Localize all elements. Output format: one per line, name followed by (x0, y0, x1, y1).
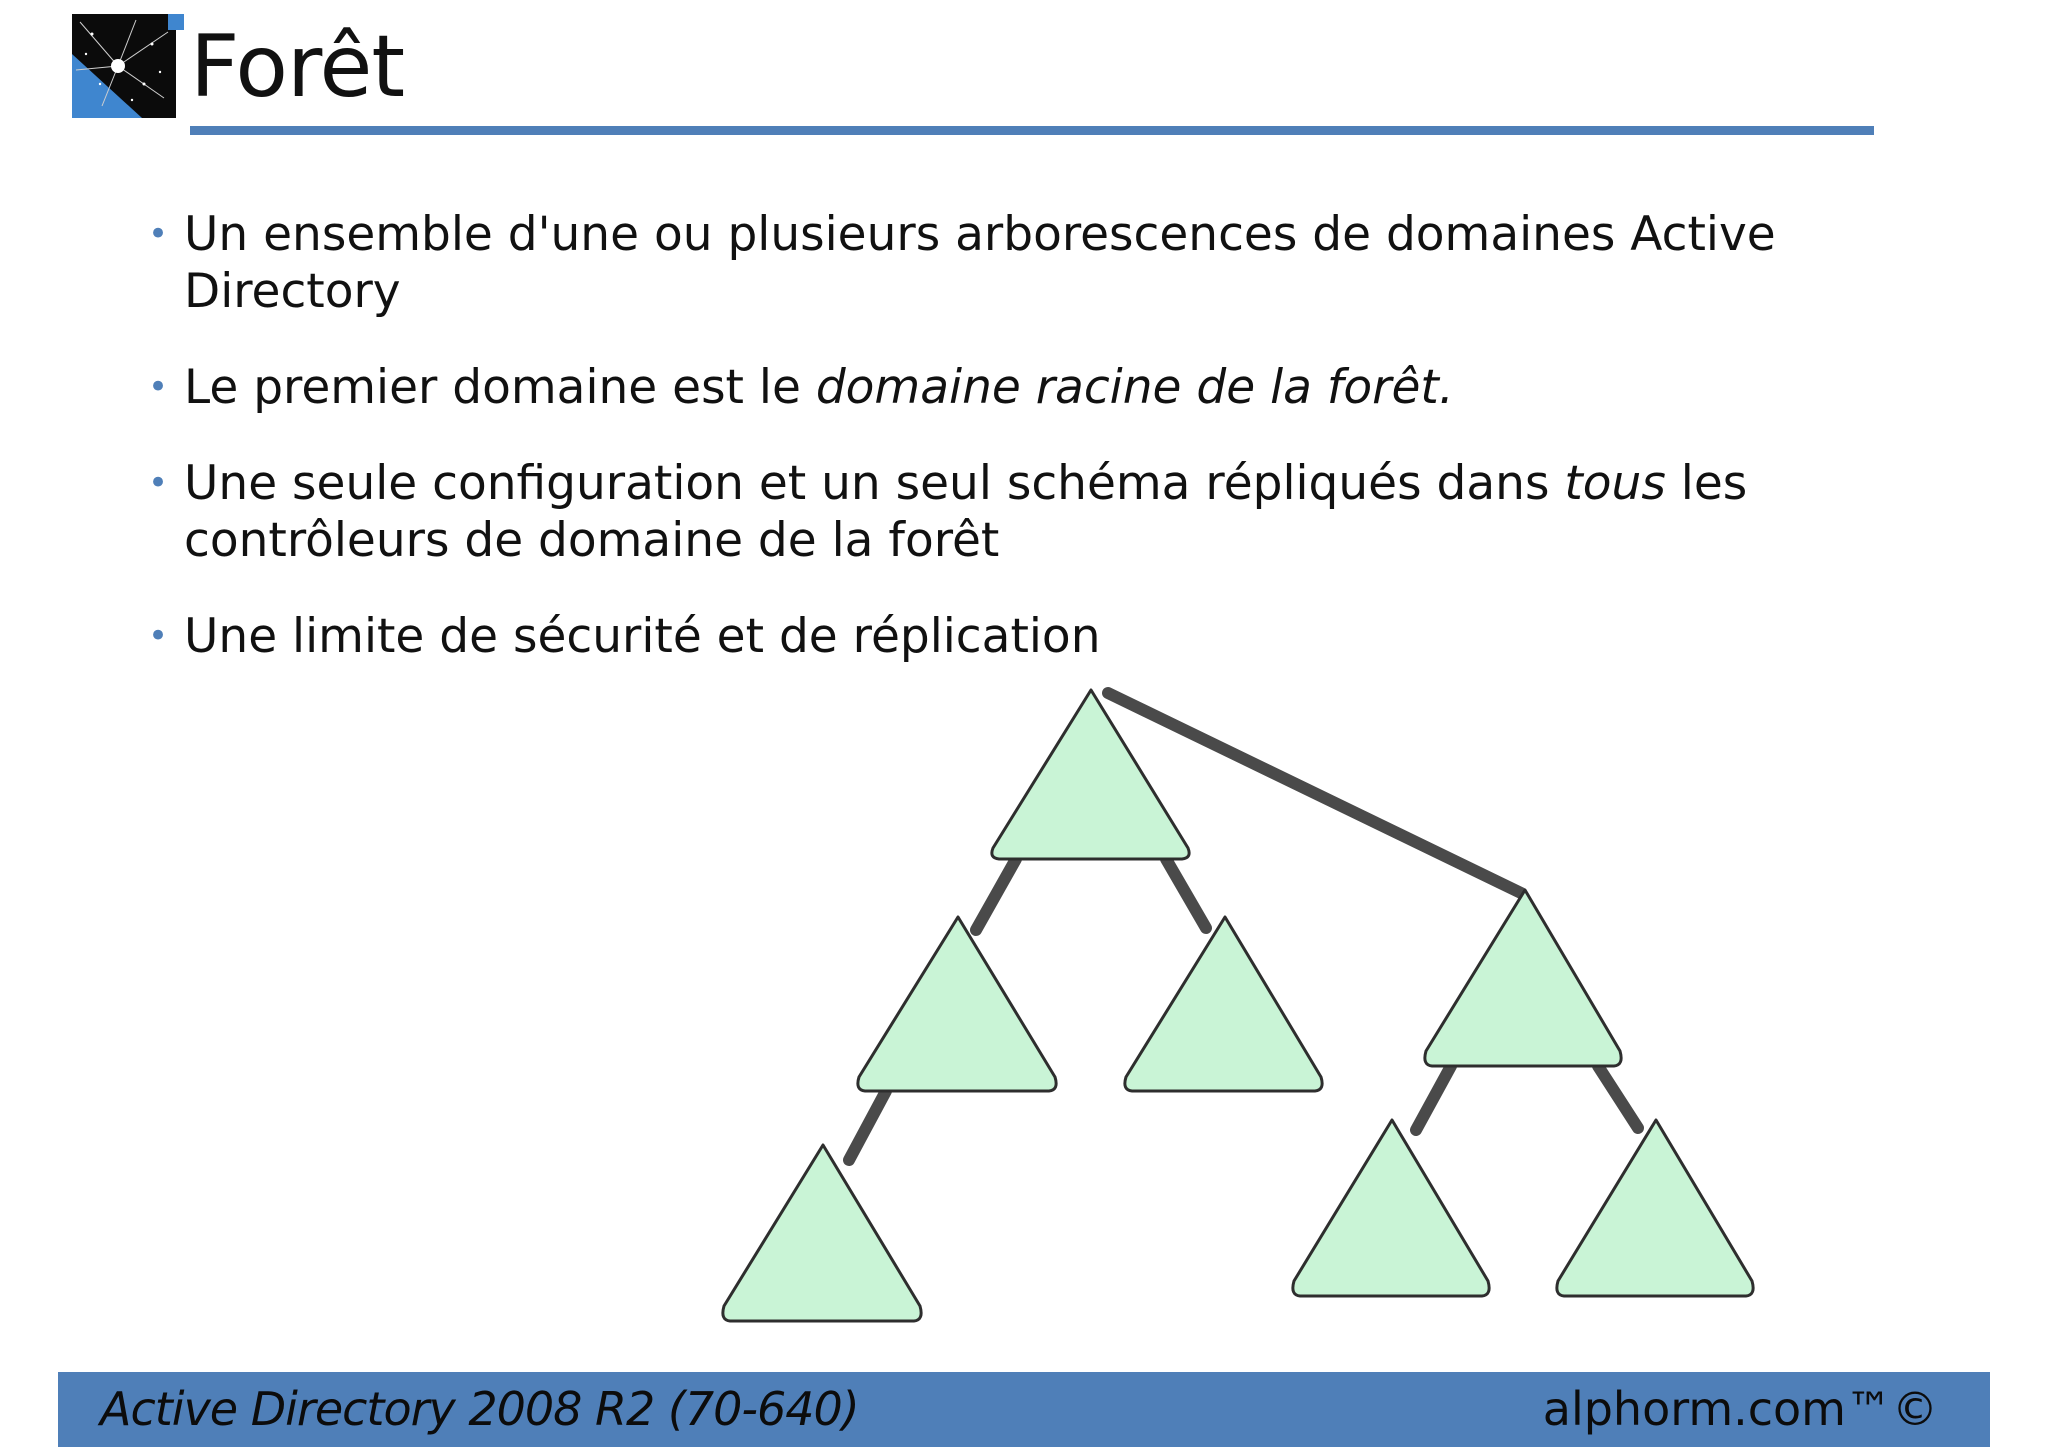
domain-node-tree2-child-right (1557, 1120, 1753, 1296)
bullet-marker: • (148, 367, 169, 407)
bullet-marker: • (148, 214, 169, 254)
domain-node-root-child-left (858, 917, 1056, 1091)
tree-edge (1598, 1066, 1638, 1128)
tree-edge (1416, 1066, 1451, 1130)
footer-brand: alphorm.com™© (1542, 1382, 1938, 1436)
bullet-marker: • (148, 463, 169, 503)
bullet-marker: • (148, 616, 169, 656)
footer-course-title: Active Directory 2008 R2 (70-640) (100, 1382, 859, 1436)
slide-title: Forêt (190, 17, 405, 117)
domain-node-tree2-root (1425, 890, 1621, 1066)
tree-nodes (723, 690, 1753, 1321)
bullet-text: les contrôleurs de domaine de la forêt (184, 456, 1748, 568)
bullet-text: Une limite de sécurité et de réplication (184, 609, 1101, 664)
bullet-text: Une seule configuration et un seul schéma répliqués dans (184, 456, 1565, 511)
tree-edge (976, 859, 1016, 930)
domain-node-root-grandchild (723, 1145, 921, 1321)
bullet-text-emphasis: tous (1564, 456, 1666, 511)
footer-bar (58, 1372, 1990, 1447)
bullet-text: Le premier domaine est le (184, 360, 816, 415)
domain-node-root-child-right (1125, 917, 1322, 1091)
domain-node-tree2-child-left (1293, 1120, 1489, 1296)
bullet-text: Un ensemble d'une ou plusieurs arborescences de domaines Active Directory (184, 207, 1776, 319)
bullet-text-emphasis: domaine racine de la forêt. (815, 360, 1454, 415)
tree-edge (849, 1091, 886, 1160)
tree-edge (1166, 859, 1206, 928)
